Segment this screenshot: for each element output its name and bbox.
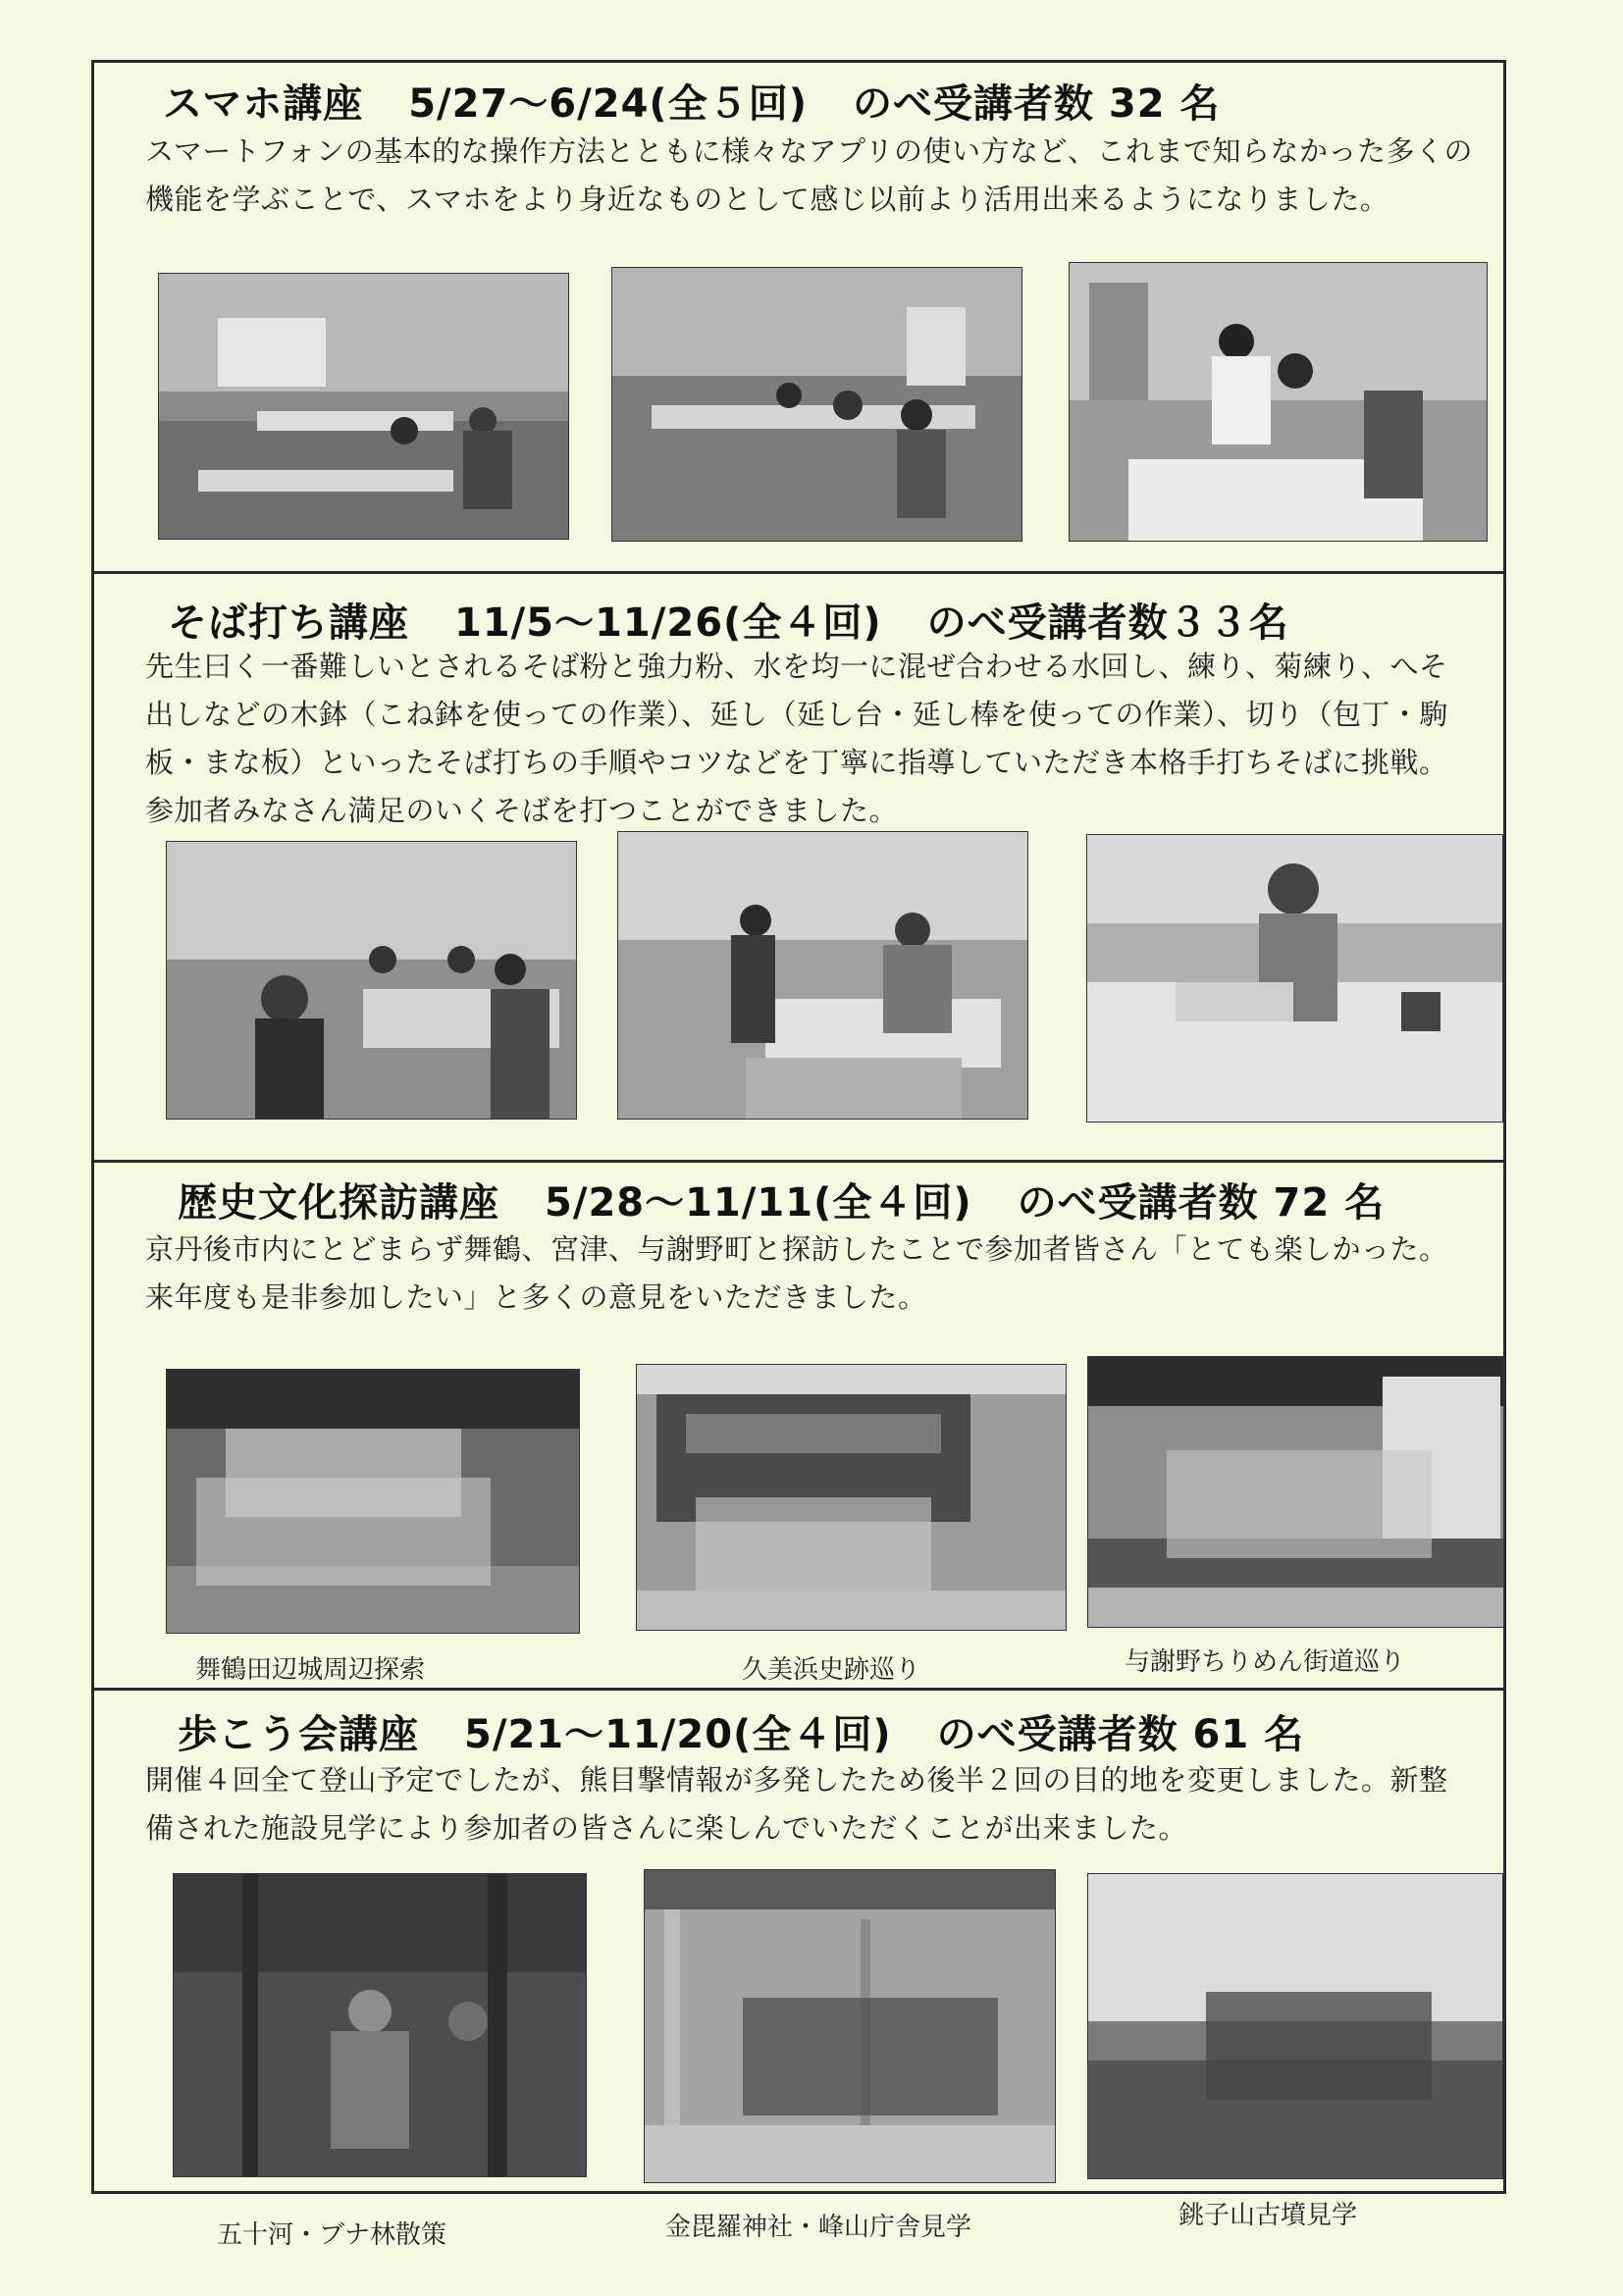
photo-maizuru-castle — [166, 1369, 580, 1634]
photo-instructor-helping — [1069, 262, 1488, 542]
section-title — [163, 73, 1221, 129]
photo-soba-group — [166, 841, 577, 1120]
section-title — [178, 1172, 1385, 1227]
course-period: 5/27〜6/24(全５回) — [408, 81, 808, 127]
course-period: 5/28〜11/11(全４回) — [545, 1180, 972, 1226]
course-attendance: のべ受講者数 61 名 — [936, 1712, 1305, 1757]
course-name: 歩こう会講座 — [178, 1712, 419, 1757]
section-soba — [94, 574, 1503, 1160]
photo-kumihama — [636, 1364, 1067, 1631]
photo-soba-cutting — [1086, 834, 1503, 1122]
course-attendance: のべ受講者数 32 名 — [852, 81, 1221, 127]
photo-caption: 銚子山古墳見学 — [1178, 2201, 1358, 2230]
section-title — [178, 1703, 1304, 1759]
section-description: 先生曰く一番難しいとされるそば粉と強力粉、水を均一に混ぜ合わせる水回し、練り、菊練り、へそ出しなどの木鉢（こね鉢を使っての作業）、延し（延し台・延し棒を使っての作業）、切り（包丁・駒板・まな板）といったそば打ちの手順やコツなどを丁寧に指導していただき本格手打ちそばに挑戦。参加者みなさん満足のいくそばを打つことができました。 — [145, 650, 1449, 827]
section-description: スマートフォンの基本的な操作方法とともに様々なアプリの使い方など、これまで知らなかった多くの機能を学ぶことで、スマホをより身近なものとして感じ以前より活用出来るようになりました。 — [145, 134, 1473, 216]
section-title — [168, 592, 1289, 648]
photo-choshiyama-kofun — [1087, 1873, 1503, 2179]
photo-caption: 久美浜史跡巡り — [742, 1655, 921, 1685]
page-frame — [91, 60, 1506, 2250]
photo-yosano-chirimen — [1087, 1356, 1504, 1628]
photo-caption: 五十河・ブナ林散策 — [217, 2220, 447, 2250]
photo-caption: 舞鶴田辺城周辺探索 — [195, 1655, 426, 1685]
photo-classroom-seated — [611, 267, 1022, 542]
section-description: 京丹後市内にとどまらず舞鶴、宮津、与謝野町と探訪したことで参加者皆さん「とても楽しかった。来年度も是非参加したい」と多くの意見をいただきました。 — [145, 1232, 1448, 1314]
course-name: 歴史文化探訪講座 — [178, 1180, 499, 1226]
course-period: 11/5〜11/26(全４回) — [454, 600, 882, 646]
photo-caption: 与謝野ちりめん街道巡り — [1125, 1647, 1406, 1677]
photo-classroom-wide — [158, 273, 569, 540]
course-name: スマホ講座 — [163, 81, 364, 127]
section-history — [94, 1163, 1503, 1688]
course-period: 5/21〜11/20(全４回) — [464, 1712, 892, 1757]
section-smartphone — [94, 63, 1503, 571]
course-attendance: のべ受講者数 72 名 — [1017, 1180, 1386, 1226]
course-name: そば打ち講座 — [168, 600, 409, 646]
photo-konpira-shrine — [644, 1869, 1056, 2183]
photo-caption: 金毘羅神社・峰山庁舎見学 — [665, 2213, 972, 2242]
course-attendance: のべ受講者数３３名 — [926, 600, 1289, 646]
section-walking — [94, 1691, 1503, 2250]
photo-ikaga-beech-forest — [173, 1873, 587, 2177]
photo-soba-kneading — [617, 831, 1028, 1120]
section-description: 開催４回全て登山予定でしたが、熊目撃情報が多発したため後半２回の目的地を変更しました。新整備された施設見学により参加者の皆さんに楽しんでいただくことが出来ました。 — [145, 1763, 1448, 1845]
